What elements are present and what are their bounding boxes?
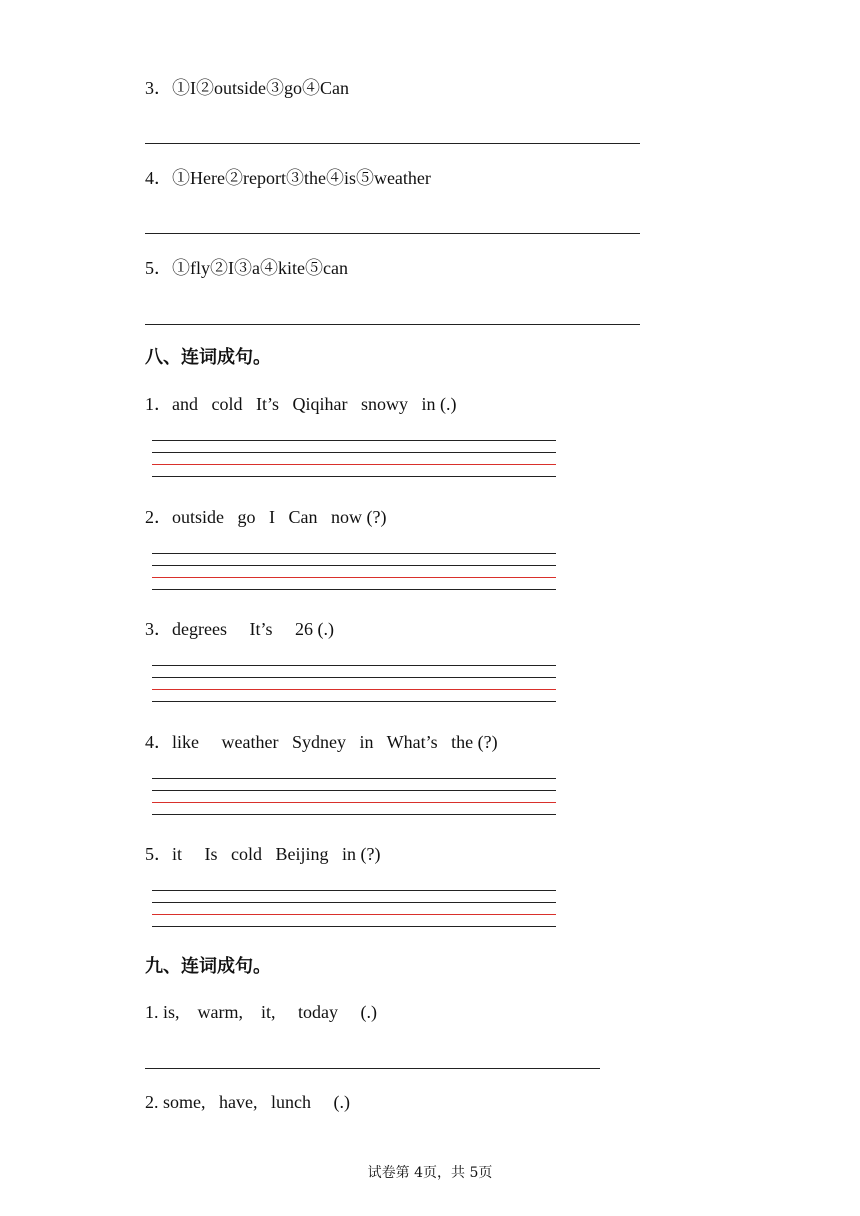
question-9-2: 2. some, have, lunch (.) [145, 1092, 350, 1112]
question-8-3: 3．degrees It’s 26 (.) [145, 619, 334, 639]
four-line-writing-area[interactable] [152, 553, 556, 593]
question-9-1: 1. is, warm, it, today (.) [145, 1002, 377, 1022]
guide-line [152, 553, 556, 554]
guide-line [152, 665, 556, 666]
four-line-writing-area[interactable] [152, 665, 556, 705]
guide-line [152, 790, 556, 791]
guide-line-red [152, 802, 556, 803]
question-8-4: 4．like weather Sydney in What’s the (?) [145, 732, 498, 752]
four-line-writing-area[interactable] [152, 890, 556, 930]
guide-line-red [152, 464, 556, 465]
question-7-4: 4．①Here②report③the④is⑤weather [145, 168, 431, 188]
four-line-writing-area[interactable] [152, 778, 556, 818]
page-footer: 试卷第 4页，共 5页 [367, 1165, 493, 1181]
question-8-1: 1．and cold It’s Qiqihar snowy in (.) [145, 394, 457, 414]
guide-line-red [152, 914, 556, 915]
answer-line[interactable] [145, 324, 640, 325]
guide-line [152, 902, 556, 903]
guide-line [152, 440, 556, 441]
guide-line-red [152, 577, 556, 578]
section-heading-9: 九、连词成句。 [145, 956, 271, 977]
guide-line [152, 890, 556, 891]
question-8-5: 5．it Is cold Beijing in (?) [145, 844, 381, 864]
guide-line [152, 778, 556, 779]
guide-line [152, 476, 556, 477]
guide-line-red [152, 689, 556, 690]
question-8-2: 2．outside go I Can now (?) [145, 507, 387, 527]
guide-line [152, 814, 556, 815]
question-7-5: 5．①fly②I③a④kite⑤can [145, 258, 348, 278]
four-line-writing-area[interactable] [152, 440, 556, 480]
answer-line[interactable] [145, 233, 640, 234]
answer-line[interactable] [145, 1068, 600, 1069]
guide-line [152, 701, 556, 702]
section-heading-8: 八、连词成句。 [145, 347, 271, 368]
guide-line [152, 926, 556, 927]
answer-line[interactable] [145, 143, 640, 144]
guide-line [152, 565, 556, 566]
guide-line [152, 677, 556, 678]
guide-line [152, 452, 556, 453]
question-7-3: 3．①I②outside③go④Can [145, 78, 349, 98]
guide-line [152, 589, 556, 590]
